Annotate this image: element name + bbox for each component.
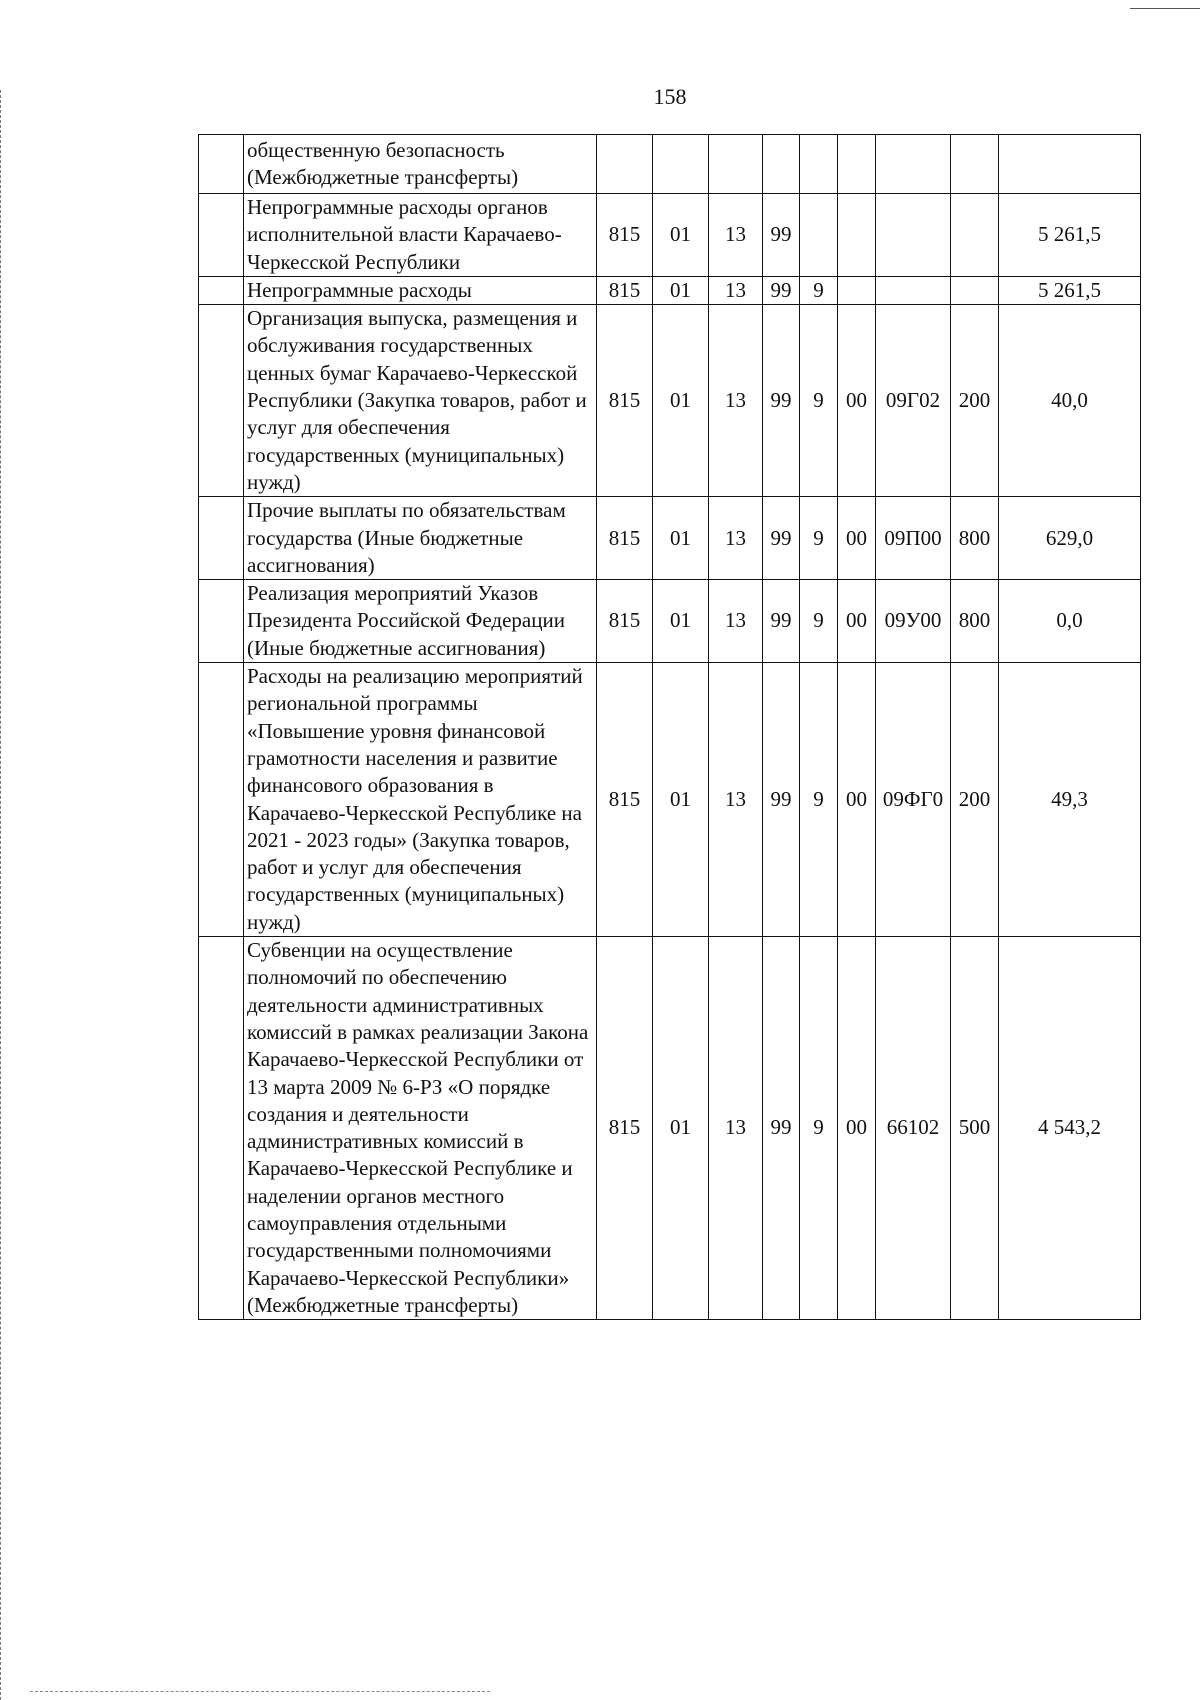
subprogram-code-cell: 9 bbox=[800, 580, 838, 663]
row-number-cell bbox=[199, 663, 244, 937]
main-event-code-cell bbox=[838, 276, 876, 304]
subprogram-code-cell: 9 bbox=[800, 305, 838, 497]
subprogram-code-cell bbox=[800, 194, 838, 277]
scan-artifact-left bbox=[0, 90, 1, 1700]
expense-name-cell: Расходы на реализацию мероприятий региональной программы «Повышение уровня финансовой грамотности населения и развитие финансового образования в Карачаево-Черкесской Республике на 2021 - 2023 годы» (Закупка товаров, работ и услуг для обеспечения государственных (муниципальных) нужд) bbox=[244, 663, 597, 937]
amount-cell: 40,0 bbox=[999, 305, 1141, 497]
subsection-code-cell bbox=[709, 135, 763, 194]
amount-cell: 5 261,5 bbox=[999, 194, 1141, 277]
section-code-cell bbox=[653, 135, 709, 194]
table-row bbox=[199, 276, 1141, 304]
main-event-code-cell bbox=[838, 194, 876, 277]
subsection-code-cell: 13 bbox=[709, 276, 763, 304]
row-number-cell bbox=[199, 194, 244, 277]
section-code-cell: 01 bbox=[653, 497, 709, 580]
subsection-code-cell: 13 bbox=[709, 663, 763, 937]
section-code-cell: 01 bbox=[653, 276, 709, 304]
subsection-code-cell: 13 bbox=[709, 937, 763, 1320]
table-row bbox=[199, 305, 1141, 497]
direction-code-cell: 66102 bbox=[876, 937, 951, 1320]
expense-name-cell: Прочие выплаты по обязательствам государства (Иные бюджетные ассигнования) bbox=[244, 497, 597, 580]
main-event-code-cell: 00 bbox=[838, 305, 876, 497]
table-row bbox=[199, 937, 1141, 1320]
subsection-code-cell: 13 bbox=[709, 497, 763, 580]
page-number: 158 bbox=[653, 84, 687, 109]
section-code-cell: 01 bbox=[653, 937, 709, 1320]
ministry-code-cell bbox=[597, 135, 653, 194]
ministry-code-cell: 815 bbox=[597, 194, 653, 277]
amount-cell: 4 543,2 bbox=[999, 937, 1141, 1320]
direction-code-cell: 09ФГ0 bbox=[876, 663, 951, 937]
row-number-cell bbox=[199, 497, 244, 580]
row-number-cell bbox=[199, 580, 244, 663]
table-row bbox=[199, 580, 1141, 663]
main-event-code-cell: 00 bbox=[838, 497, 876, 580]
direction-code-cell bbox=[876, 194, 951, 277]
section-code-cell: 01 bbox=[653, 194, 709, 277]
expense-name-cell: Непрограммные расходы органов исполнительной власти Карачаево-Черкесской Республики bbox=[244, 194, 597, 277]
table-row bbox=[199, 497, 1141, 580]
ministry-code-cell: 815 bbox=[597, 276, 653, 304]
program-code-cell: 99 bbox=[763, 937, 800, 1320]
subprogram-code-cell: 9 bbox=[800, 937, 838, 1320]
expense-type-code-cell: 800 bbox=[951, 580, 999, 663]
expense-type-code-cell bbox=[951, 135, 999, 194]
main-event-code-cell: 00 bbox=[838, 580, 876, 663]
scan-artifact-bottom bbox=[30, 1691, 490, 1692]
direction-code-cell bbox=[876, 135, 951, 194]
table-row bbox=[199, 194, 1141, 277]
section-code-cell: 01 bbox=[653, 580, 709, 663]
section-code-cell: 01 bbox=[653, 663, 709, 937]
expense-type-code-cell: 200 bbox=[951, 663, 999, 937]
program-code-cell: 99 bbox=[763, 580, 800, 663]
expense-type-code-cell bbox=[951, 276, 999, 304]
amount-cell bbox=[999, 135, 1141, 194]
subprogram-code-cell: 9 bbox=[800, 497, 838, 580]
main-event-code-cell bbox=[838, 135, 876, 194]
main-event-code-cell: 00 bbox=[838, 937, 876, 1320]
program-code-cell: 99 bbox=[763, 663, 800, 937]
subprogram-code-cell: 9 bbox=[800, 276, 838, 304]
scan-artifact-top bbox=[1130, 8, 1200, 9]
expense-name-cell: Непрограммные расходы bbox=[244, 276, 597, 304]
amount-cell: 5 261,5 bbox=[999, 276, 1141, 304]
ministry-code-cell: 815 bbox=[597, 305, 653, 497]
program-code-cell: 99 bbox=[763, 276, 800, 304]
subprogram-code-cell: 9 bbox=[800, 663, 838, 937]
table-row bbox=[199, 663, 1141, 937]
row-number-cell bbox=[199, 276, 244, 304]
main-event-code-cell: 00 bbox=[838, 663, 876, 937]
expense-name-cell: Реализация мероприятий Указов Президента Российской Федерации (Иные бюджетные ассигнования) bbox=[244, 580, 597, 663]
section-code-cell: 01 bbox=[653, 305, 709, 497]
budget-table bbox=[198, 134, 1141, 1320]
program-code-cell bbox=[763, 135, 800, 194]
direction-code-cell bbox=[876, 276, 951, 304]
ministry-code-cell: 815 bbox=[597, 937, 653, 1320]
expense-name-cell: Субвенции на осуществление полномочий по обеспечению деятельности административных комиссий в рамках реализации Закона Карачаево-Черкесской Республики от 13 марта 2009 № 6-РЗ «О порядке создания и деятельности административных комиссий в Карачаево-Черкесской Республике и наделении органов местного самоуправления отдельными государственными полномочиями Карачаево-Черкесской Республики» (Межбюджетные трансферты) bbox=[244, 937, 597, 1320]
ministry-code-cell: 815 bbox=[597, 663, 653, 937]
row-number-cell bbox=[199, 135, 244, 194]
expense-name-cell: Организация выпуска, размещения и обслуживания государственных ценных бумаг Карачаево-Черкесской Республики (Закупка товаров, работ и услуг для обеспечения государственных (муниципальных) нужд) bbox=[244, 305, 597, 497]
direction-code-cell: 09Г02 bbox=[876, 305, 951, 497]
ministry-code-cell: 815 bbox=[597, 497, 653, 580]
expense-type-code-cell bbox=[951, 194, 999, 277]
ministry-code-cell: 815 bbox=[597, 580, 653, 663]
subsection-code-cell: 13 bbox=[709, 580, 763, 663]
amount-cell: 629,0 bbox=[999, 497, 1141, 580]
row-number-cell bbox=[199, 937, 244, 1320]
subprogram-code-cell bbox=[800, 135, 838, 194]
expense-type-code-cell: 500 bbox=[951, 937, 999, 1320]
subsection-code-cell: 13 bbox=[709, 305, 763, 497]
expense-type-code-cell: 800 bbox=[951, 497, 999, 580]
program-code-cell: 99 bbox=[763, 497, 800, 580]
program-code-cell: 99 bbox=[763, 305, 800, 497]
subsection-code-cell: 13 bbox=[709, 194, 763, 277]
direction-code-cell: 09П00 bbox=[876, 497, 951, 580]
program-code-cell: 99 bbox=[763, 194, 800, 277]
expense-type-code-cell: 200 bbox=[951, 305, 999, 497]
direction-code-cell: 09У00 bbox=[876, 580, 951, 663]
row-number-cell bbox=[199, 305, 244, 497]
table-row bbox=[199, 135, 1141, 194]
amount-cell: 0,0 bbox=[999, 580, 1141, 663]
expense-name-cell: общественную безопасность (Межбюджетные трансферты) bbox=[244, 135, 597, 194]
amount-cell: 49,3 bbox=[999, 663, 1141, 937]
